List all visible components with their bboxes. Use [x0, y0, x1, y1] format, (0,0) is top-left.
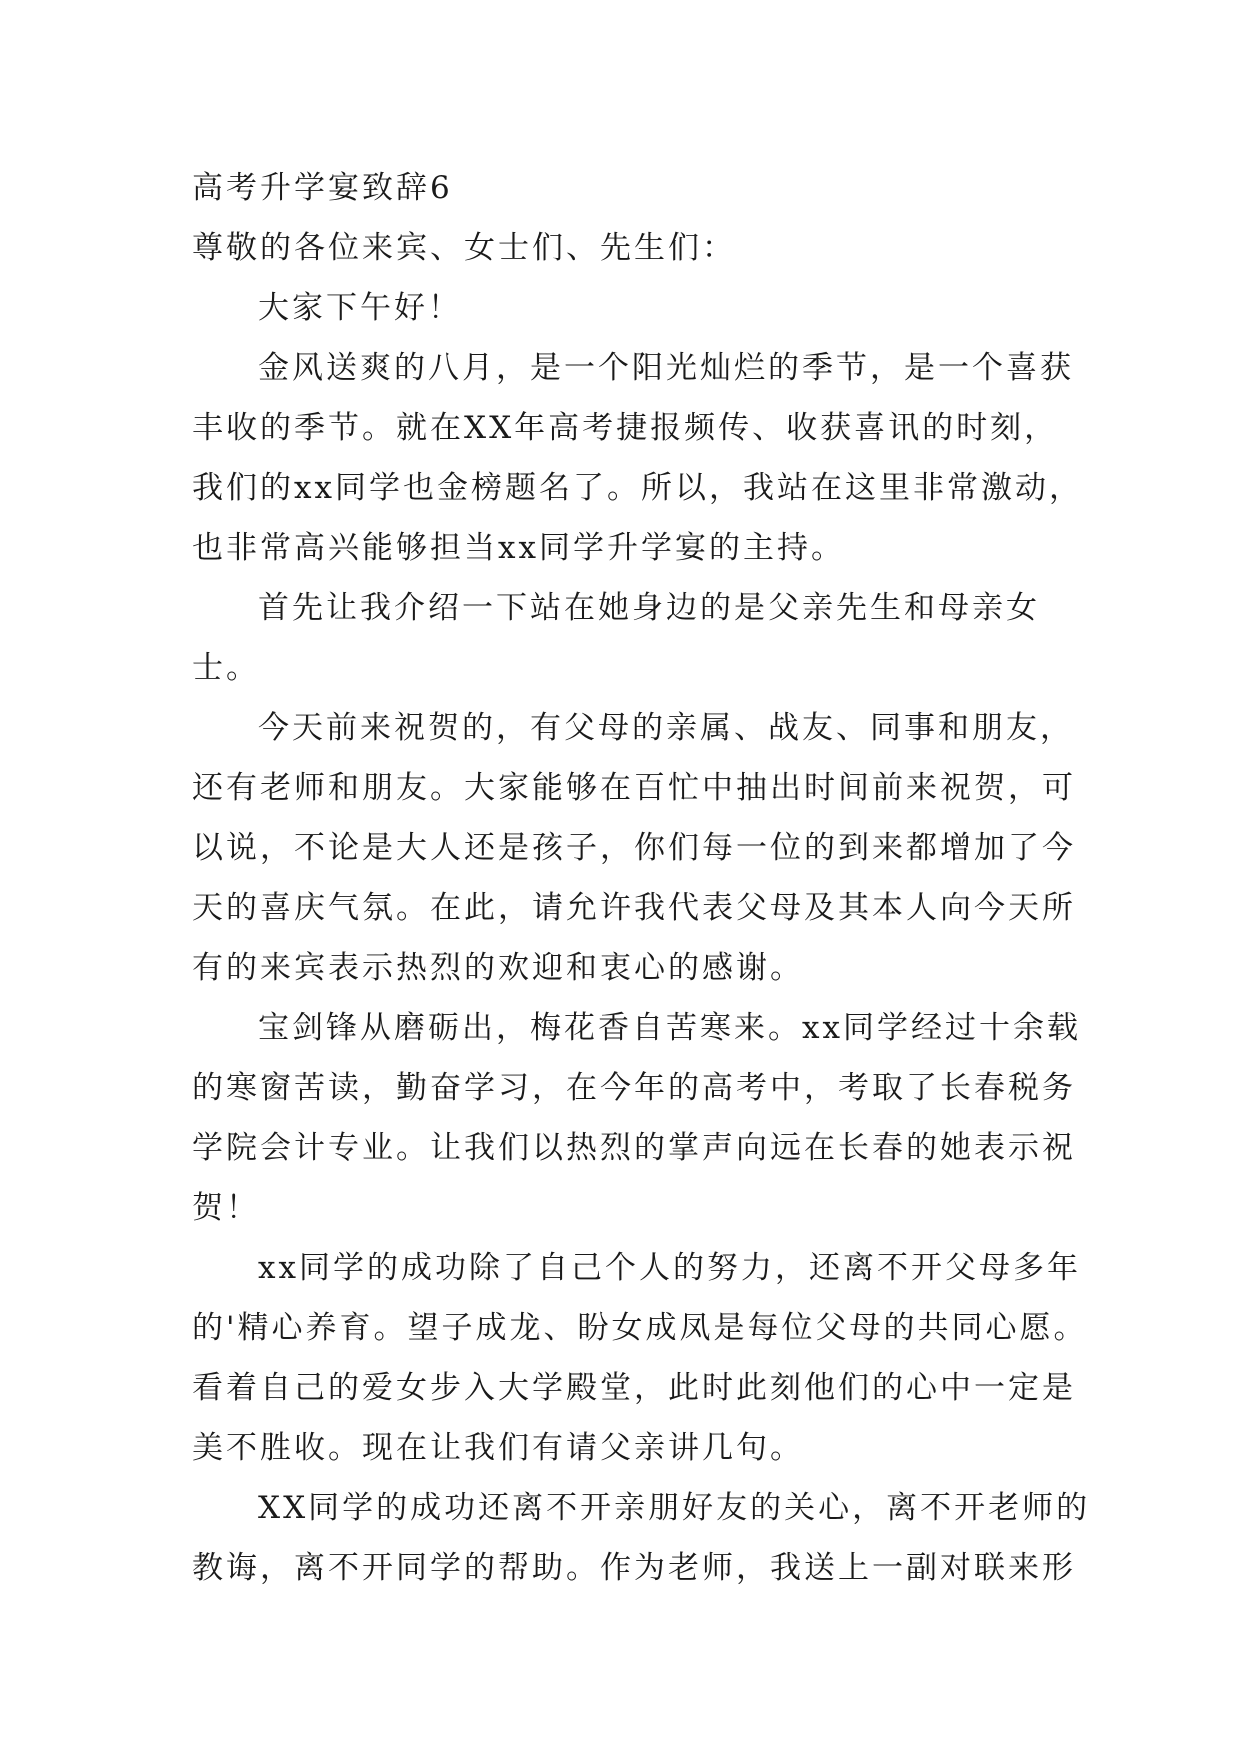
paragraph-line: 学院会计专业。让我们以热烈的掌声向远在长春的她表示祝	[192, 1130, 1076, 1166]
paragraph-line: 贺！	[192, 1190, 260, 1226]
paragraph-line: 丰收的季节。就在XX年高考捷报频传、收获喜讯的时刻，	[192, 410, 1059, 446]
paragraph-line: 金风送爽的八月，是一个阳光灿烂的季节，是一个喜获	[258, 350, 1074, 386]
paragraph-line: 也非常高兴能够担当xx同学升学宴的主持。	[192, 530, 845, 566]
salutation-line: 尊敬的各位来宾、女士们、先生们：	[192, 230, 736, 266]
paragraph-line: 以说，不论是大人还是孩子，你们每一位的到来都增加了今	[192, 830, 1076, 866]
paragraph-line: 教诲，离不开同学的帮助。作为老师，我送上一副对联来形	[192, 1550, 1076, 1586]
paragraph-line: 还有老师和朋友。大家能够在百忙中抽出时间前来祝贺，可	[192, 770, 1076, 806]
greeting-line: 大家下午好！	[258, 290, 462, 326]
paragraph-line: 的寒窗苦读，勤奋学习，在今年的高考中，考取了长春税务	[192, 1070, 1076, 1106]
paragraph-line: 我们的xx同学也金榜题名了。所以，我站在这里非常激动，	[192, 470, 1083, 506]
paragraph-line: 美不胜收。现在让我们有请父亲讲几句。	[192, 1430, 804, 1466]
paragraph-line: 今天前来祝贺的，有父母的亲属、战友、同事和朋友，	[258, 710, 1074, 746]
paragraph-line: xx同学的成功除了自己个人的努力，还离不开父母多年	[258, 1250, 1081, 1286]
document-body	[192, 158, 1091, 1598]
paragraph-line: 宝剑锋从磨砺出，梅花香自苦寒来。xx同学经过十余载	[258, 1010, 1081, 1046]
paragraph-line: 看着自己的爱女步入大学殿堂，此时此刻他们的心中一定是	[192, 1370, 1076, 1406]
paragraph-line: 士。	[192, 650, 260, 686]
paragraph-line: 天的喜庆气氛。在此，请允许我代表父母及其本人向今天所	[192, 890, 1076, 926]
document-title: 高考升学宴致辞6	[192, 170, 453, 206]
paragraph-line: 的'精心养育。望子成龙、盼女成凤是每位父母的共同心愿。	[192, 1310, 1088, 1346]
paragraph-line: XX同学的成功还离不开亲朋好友的关心，离不开老师的	[258, 1490, 1091, 1526]
paragraph-line: 有的来宾表示热烈的欢迎和衷心的感谢。	[192, 950, 804, 986]
paragraph-line: 首先让我介绍一下站在她身边的是父亲先生和母亲女	[258, 590, 1040, 626]
